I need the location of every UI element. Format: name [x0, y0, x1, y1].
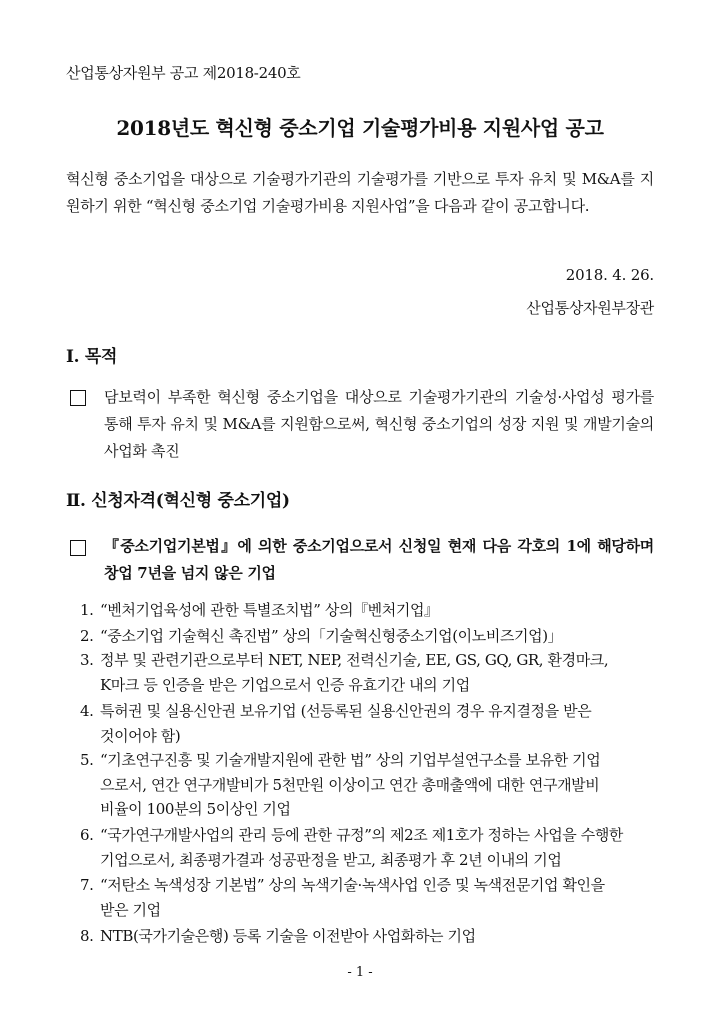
list-item [80, 699, 658, 748]
checkbox-bullet-icon [70, 540, 86, 556]
item-number: 8. [80, 927, 94, 945]
item-number: 1. [80, 601, 94, 619]
item-text-cont: 으로서, 연간 연구개발비가 5천만원 이상이고 연간 총매출액에 대한 연구개발비 [100, 775, 600, 794]
item-text-cont: K마크 등 인증을 받은 기업으로서 인증 유효기간 내의 기업 [100, 675, 470, 694]
item-text-cont: 비율이 100분의 5이상인 기업 [100, 800, 291, 818]
list-item [80, 624, 658, 649]
section2-heading: Ⅱ. 신청자격(혁신형 중소기업) [66, 491, 290, 511]
section1-heading: Ⅰ. 목적 [66, 347, 118, 367]
item-text-cont: 기업으로서, 최종평가결과 성공판정을 받고, 최종평가 후 2년 이내의 기업 [100, 850, 562, 869]
item-text: 특허권 및 실용신안권 보유기업 (선등록된 실용신안권의 경우 유지결정을 받은 [100, 702, 592, 720]
intro-paragraph: 혁신형 중소기업을 대상으로 기술평가기관의 기술평가를 기반으로 투자 유치 및 M&A를 지원하기 위한 “혁신형 중소기업 기술평가비용 지원사업”을 다음과 같이 공고합니다. [66, 170, 654, 215]
item-text: 정부 및 관련기관으로부터 NET, NEP, 전력신기술, EE, GS, GQ, GR, 환경마크, [100, 651, 609, 669]
item-number: 4. [80, 702, 94, 720]
item-text: NTB(국가기술은행) 등록 기술을 이전받아 사업화하는 기업 [100, 927, 476, 945]
item-number: 5. [80, 751, 94, 769]
page-number: - 1 - [347, 965, 373, 980]
announcement-date: 2018. 4. 26. [565, 266, 654, 284]
item-text: “중소기업 기술혁신 촉진법” 상의「기술혁신형중소기업(이노비즈기업)」 [100, 627, 563, 645]
item-text: “벤처기업육성에 관한 특별조치법” 상의『벤처기업』 [100, 601, 439, 619]
list-item [80, 598, 658, 623]
item-text-cont: 것이어야 함) [100, 726, 181, 745]
notice-number: 산업통상자원부 공고 제2018-240호 [66, 64, 301, 82]
item-text: “국가연구개발사업의 관리 등에 관한 규정”의 제2조 제1호가 정하는 사업을 수행한 [100, 826, 624, 844]
item-text-cont: 받은 기업 [100, 900, 161, 919]
item-number: 2. [80, 627, 94, 645]
item-text: “기초연구진흥 및 기술개발지원에 관한 법” 상의 기업부설연구소를 보유한 기업 [100, 751, 601, 769]
section1-paragraph: 담보력이 부족한 혁신형 중소기업을 대상으로 기술평가기관의 기술성·사업성 평가를 통해 투자 유치 및 M&A를 지원함으로써, 혁신형 중소기업의 성장 지원 및 개발기술의 사업화 촉진 [104, 388, 654, 460]
list-item [80, 748, 658, 822]
item-number: 3. [80, 651, 94, 669]
list-item [80, 924, 658, 949]
list-item [80, 873, 658, 922]
list-item [80, 648, 658, 697]
item-number: 7. [80, 876, 94, 894]
item-number: 6. [80, 826, 94, 844]
issuer-name: 산업통상자원부장관 [526, 299, 654, 317]
document-title: 2018년도 혁신형 중소기업 기술평가비용 지원사업 공고 [116, 116, 604, 140]
checkbox-bullet-icon [70, 390, 86, 406]
section2-paragraph: 『중소기업기본법』에 의한 중소기업으로서 신청일 현재 다음 각호의 1에 해당하며 창업 7년을 넘지 않은 기업 [104, 537, 654, 582]
item-text: “저탄소 녹색성장 기본법” 상의 녹색기술·녹색사업 인증 및 녹색전문기업 확인을 [100, 876, 605, 894]
list-item [80, 823, 658, 872]
